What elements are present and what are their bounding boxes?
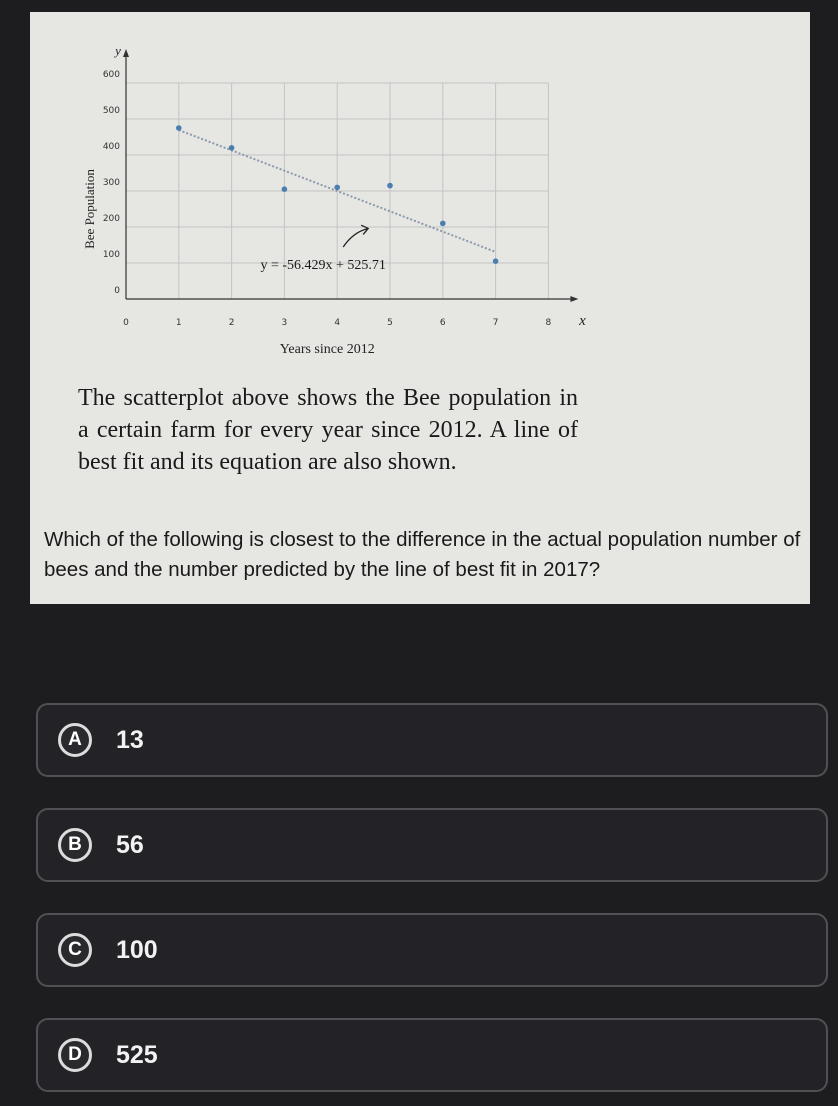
option-a[interactable] [36,703,828,777]
option-a-letter: A [58,723,92,757]
option-d-letter: D [58,1038,92,1072]
x-axis-symbol: x [579,313,586,329]
option-b-value: 56 [116,830,144,859]
option-d-value: 525 [116,1040,158,1069]
option-b[interactable] [36,808,828,882]
option-c-value: 100 [116,935,158,964]
y-axis-symbol: y [115,43,121,58]
passage-text: The scatterplot above shows the Bee population in a certain farm for every year since 2012. A line of best fit and its equation are also shown. [78,385,578,475]
y-axis-label: Bee Population [82,169,97,249]
y-tick-label-400: 400 [102,142,120,152]
y-tick-label-300: 300 [102,178,120,188]
option-b-letter: B [58,828,92,862]
y-tick-label-100: 100 [102,250,120,260]
y-tick-label-500: 500 [102,106,120,116]
option-a-value: 13 [116,725,144,754]
x-tick-label-1: 1 [175,318,182,328]
option-c-letter: C [58,933,92,967]
y-tick-label-600: 600 [102,70,120,80]
y-tick-label-200: 200 [102,214,120,224]
x-tick-label-4: 4 [334,318,341,328]
x-tick-label-0: 0 [123,318,129,328]
y-tick-label-0: 0 [114,286,120,296]
x-tick-label-6: 6 [439,318,446,328]
x-tick-label-2: 2 [228,318,235,328]
x-axis-label: Years since 2012 [279,342,375,357]
option-c[interactable] [36,913,828,987]
x-tick-label-8: 8 [545,318,552,328]
equation-label: y = -56.429x + 525.71 [260,258,386,273]
option-d[interactable] [36,1018,828,1092]
x-tick-label-7: 7 [492,318,499,328]
question-text: Which of the following is closest to the difference in the actual population number of bees and the number predicted by the line of best fit in 2017? [44,528,801,581]
x-tick-label-3: 3 [281,318,288,328]
x-tick-label-5: 5 [387,318,393,328]
